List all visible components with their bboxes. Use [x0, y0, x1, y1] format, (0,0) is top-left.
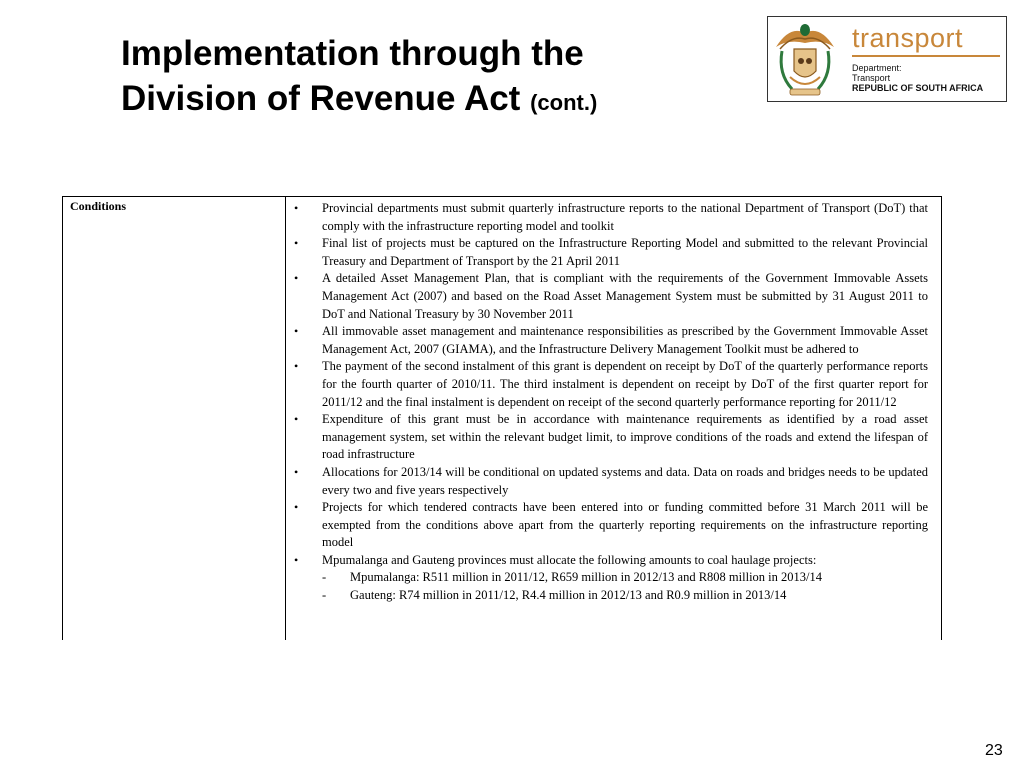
dash-icon: - — [322, 588, 327, 603]
condition-item — [290, 411, 928, 464]
condition-text: Final list of projects must be captured on the Infrastructure Reporting Model and submitted to the relevant Provincial Treasury and Department of Transport by the 21 April 2011 — [322, 236, 928, 268]
bullet-icon: • — [294, 552, 299, 567]
bullet-icon: • — [294, 412, 299, 427]
condition-sub-text: Gauteng: R74 million in 2011/12, R4.4 million in 2012/13 and R0.9 million in 2013/14 — [350, 588, 787, 603]
dash-icon: - — [322, 570, 327, 585]
logo-brand-name: transport — [852, 23, 964, 53]
condition-item — [290, 358, 928, 411]
condition-text: Expenditure of this grant must be in accordance with maintenance requirements as identified by a road asset management system, set within the relevant budget limit, to improve conditions of the roads and extend the lifespan of road infrastructure — [322, 412, 928, 462]
bullet-icon: • — [294, 359, 299, 374]
condition-item — [290, 270, 928, 323]
condition-text: Projects for which tendered contracts have been entered into or funding committed before 31 March 2011 will be exempted from the conditions above apart from the quarterly reporting requirements on the infrastructure reporting model — [322, 500, 928, 550]
condition-sub-item — [322, 587, 928, 605]
condition-item — [290, 200, 928, 235]
table-right-border — [941, 196, 942, 640]
logo-dept-line2: Transport — [852, 73, 891, 83]
condition-item — [290, 323, 928, 358]
condition-item — [290, 464, 928, 499]
table-top-border — [62, 196, 942, 197]
condition-item — [290, 552, 928, 605]
condition-text: The payment of the second instalment of this grant is dependent on receipt by DoT of the quarterly performance reports for the fourth quarter of 2010/11. The third instalment is dependent on receipt by DoT of the first quarter report for 2011/12 and the final instalment is dependent on receipt of the second quarterly performance reporting for 2011/12 — [322, 359, 928, 409]
condition-item — [290, 235, 928, 270]
logo-department — [852, 63, 902, 83]
bullet-icon: • — [294, 271, 299, 286]
condition-text: Allocations for 2013/14 will be conditional on updated systems and data. Data on roads and bridges needs to be updated every two and five years respectively — [322, 464, 928, 497]
condition-item — [290, 499, 928, 552]
slide-title-main: Implementation through the Division of Revenue Act — [121, 34, 584, 118]
conditions-table — [62, 196, 942, 640]
table-column-divider — [285, 196, 286, 640]
logo-country: REPUBLIC OF SOUTH AFRICA — [852, 83, 984, 93]
slide-title — [121, 31, 721, 125]
coat-of-arms-icon — [770, 19, 840, 99]
condition-sub-text: Mpumalanga: R511 million in 2011/12, R659 million in 2012/13 and R808 million in 2013/14 — [350, 570, 822, 585]
conditions-list — [290, 200, 928, 605]
conditions-label: Conditions — [70, 199, 127, 213]
bullet-icon: • — [294, 236, 299, 251]
condition-text: Provincial departments must submit quarterly infrastructure reports to the national Department of Transport (DoT) that comply with the infrastructure reporting model and toolkit — [322, 201, 928, 233]
bullet-icon: • — [294, 201, 299, 215]
condition-text: A detailed Asset Management Plan, that is compliant with the requirements of the Government Immovable Assets Management Act (2007) and based on the Road Asset Management System must be submitted by 31 August 2011 to DoT and National Treasury by 30 November 2011 — [322, 271, 928, 321]
department-logo — [767, 16, 1007, 102]
bullet-icon: • — [294, 324, 299, 339]
bullet-icon: • — [294, 464, 299, 479]
bullet-icon: • — [294, 500, 299, 515]
slide-title-suffix: (cont.) — [530, 90, 598, 115]
logo-divider — [852, 55, 1000, 57]
logo-dept-line1: Department: — [852, 63, 902, 73]
condition-text: Mpumalanga and Gauteng provinces must allocate the following amounts to coal haulage projects: — [322, 552, 817, 567]
table-left-border — [62, 196, 63, 640]
condition-text: All immovable asset management and maintenance responsibilities as prescribed by the Government Immovable Asset Management Act, 2007 (GIAMA), and the Infrastructure Delivery Management Toolkit must be adhered to — [322, 324, 928, 356]
page-number: 23 — [985, 742, 1003, 759]
condition-sub-item — [322, 569, 928, 587]
